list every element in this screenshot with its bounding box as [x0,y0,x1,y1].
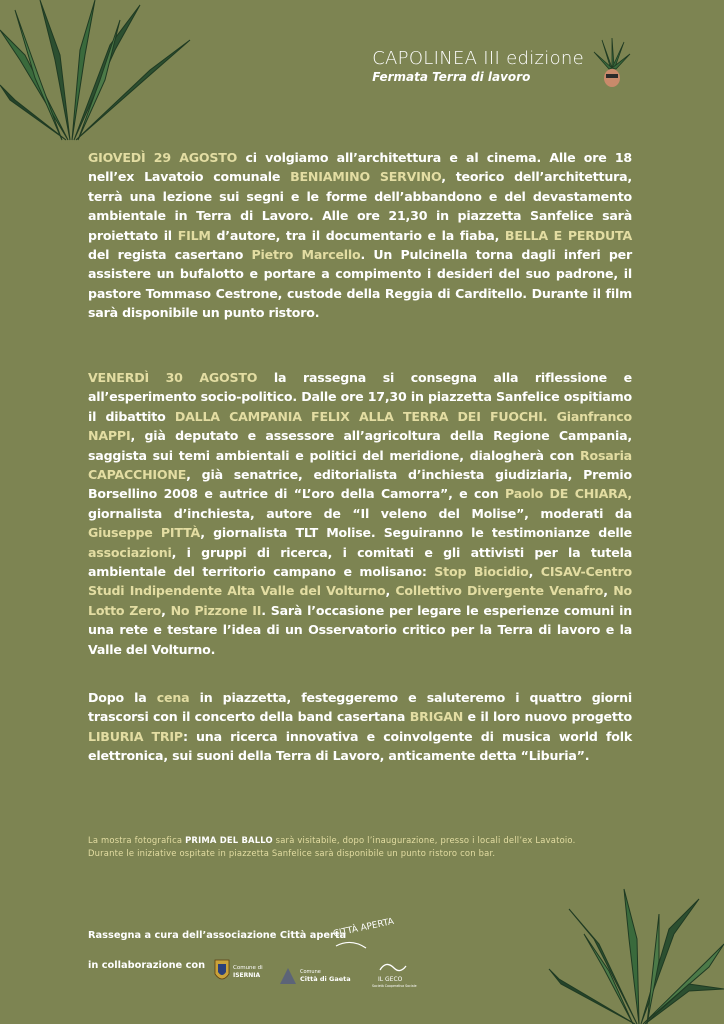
paragraph-text: del regista casertano [88,247,252,263]
highlighted-text: Stop Biocidio [434,564,529,580]
paragraph-text: : una ricerca innovativa e coinvolgente di musica world folk elettronica, sui suoni della Terra di Lavoro, anticamente detta “Liburia”. [88,728,632,764]
paragraph-text: giornalista d’inchiesta, autore de “Il veleno del Molise”, moderati da [88,505,632,521]
collaboration-text: in collaborazione con [88,960,206,971]
gaeta-logo-line2: Città di Gaeta [300,975,351,983]
agave-plant-icon [549,889,724,1024]
paragraph-text: . Sarà l’occasione per legare le esperienze comuni in una rete e testare l’idea di un Osservatorio critico per la Terra di lavoro e la Valle del Volturno. [88,602,632,657]
note-exhibition-title: PRIMA DEL BALLO [185,835,273,845]
highlighted-text: Rosaria CAPACCHIONE [88,447,632,483]
note-exhibition-pre: La mostra fotografica [88,835,186,845]
isernia-logo-line2: ISERNIA [233,972,261,979]
isernia-logo [212,956,264,988]
paragraph-text: e il loro nuovo progetto [463,709,632,725]
citta-aperta-logo [330,916,395,956]
paragraph-text: , già senatrice, editorialista d’inchiesta giudiziaria, Premio Borsellino 2008 e autrice di “L’oro della Camorra”, e con [88,467,632,502]
note-exhibition [88,834,648,847]
highlighted-text: FILM [177,227,211,243]
paragraph-text: ci volgiamo all’architettura e al cinema. Alle ore 18 nell’ex Lavatoio comunale [88,150,632,185]
paragraph-text: d’autore, tra il documentario e la fiaba, [210,227,505,243]
highlighted-text: VENERDÌ 30 AGOSTO [88,370,258,385]
paragraph-text: , [528,564,541,580]
highlighted-text: BRIGAN [409,709,464,725]
highlighted-text: Gianfranco NAPPI [88,408,632,444]
highlighted-text: associazioni [88,544,172,560]
paragraph-text: la rassegna si consegna alla riflessione e all’esperimento socio-politico. Dalle ore 17,30 in piazzetta Sanfelice ospitiamo il dibattito [88,370,633,424]
il-geco-logo [368,956,418,990]
paragraph-thursday [88,148,632,323]
il-geco-logo-line1: IL GECO [378,976,403,983]
highlighted-text: cena [156,690,190,705]
highlighted-text: LIBURIA TRIP [88,728,183,744]
highlighted-text: No Lotto Zero [88,583,632,618]
highlighted-text: GIOVEDÌ 29 AGOSTO [88,150,238,165]
paragraph-text: , [603,583,614,599]
highlighted-text: CISAV-Centro Studi Indipendente Alta Valle del Volturno [88,564,632,599]
gaeta-logo-line1: Comune [300,969,321,975]
citta-aperta-logo-text: CITTÀ APERTA [332,916,395,940]
paragraph-text [547,409,556,424]
highlighted-text: Collettivo Divergente Venafro [395,583,604,599]
note-bar: Durante le iniziative ospitate in piazzetta Sanfelice sarà disponibile un punto ristoro con bar. [88,848,496,858]
paragraph-friday [88,368,632,659]
agave-plant-icon [0,0,190,140]
il-geco-logo-line2: Società Cooperativa Sociale [372,984,417,988]
paragraph-concert [88,688,632,766]
note-exhibition-post: sarà visitabile, dopo l’inaugurazione, presso i locali dell’ex Lavatoio. [272,835,576,845]
notes-block [88,834,648,860]
paragraph-text: , [385,583,396,599]
highlighted-text: BENIAMINO SERVINO [290,169,442,185]
page-header [372,48,584,84]
highlighted-text: Giuseppe PITTÀ [88,525,201,541]
highlighted-text: Paolo DE CHIARA, [505,486,632,502]
paragraph-text: , [161,602,171,618]
highlighted-text: No Pizzone II [170,602,262,618]
credits-text: Rassegna a cura dell’associazione Città aperta [88,930,347,941]
paragraph-text: Dopo la [88,690,157,705]
paragraph-text: , i gruppi di ricerca, i comitati e gli attivisti per la tutela ambientale del territorio campano e molisano: [88,544,632,580]
pulcinella-mask-icon [592,38,632,90]
highlighted-text: DALLA CAMPANIA FELIX ALLA TERRA DEI FUOCHI. [174,408,548,424]
highlighted-text: Pietro Marcello [251,247,361,263]
event-title: CAPOLINEA III edizione [372,48,584,69]
highlighted-text: BELLA E PERDUTA [504,227,632,243]
paragraph-text: , già deputato e assessore all’agricoltura della Regione Campania, saggista sui temi ambientali e politici del meridione, dialogherà con [88,428,632,463]
gaeta-logo [278,962,358,988]
isernia-logo-line1: Comune di [233,965,263,971]
paragraph-text: , teorico dell’architettura, terrà una lezione sui segni e le forme dell’abbandono e del devastamento ambientale in Terra di Lavoro. Alle ore 21,30 in piazzetta Sanfelice sarà proiettato il [88,169,632,243]
paragraph-text: . Un Pulcinella torna dagli inferi per assistere un bufalotto e portare a compimento i desideri del suo padrone, il pastore Tommaso Cestrone, custode della Reggia di Carditello. Durante il film sarà disponibile un punto ristoro. [88,247,633,321]
paragraph-text: , giornalista TLT Molise. Seguiranno le testimonianze delle [200,525,632,541]
event-subtitle: Fermata Terra di lavoro [372,70,531,84]
paragraph-text: in piazzetta, festeggeremo e saluteremo i quattro giorni trascorsi con il concerto della band casertana [88,690,632,725]
